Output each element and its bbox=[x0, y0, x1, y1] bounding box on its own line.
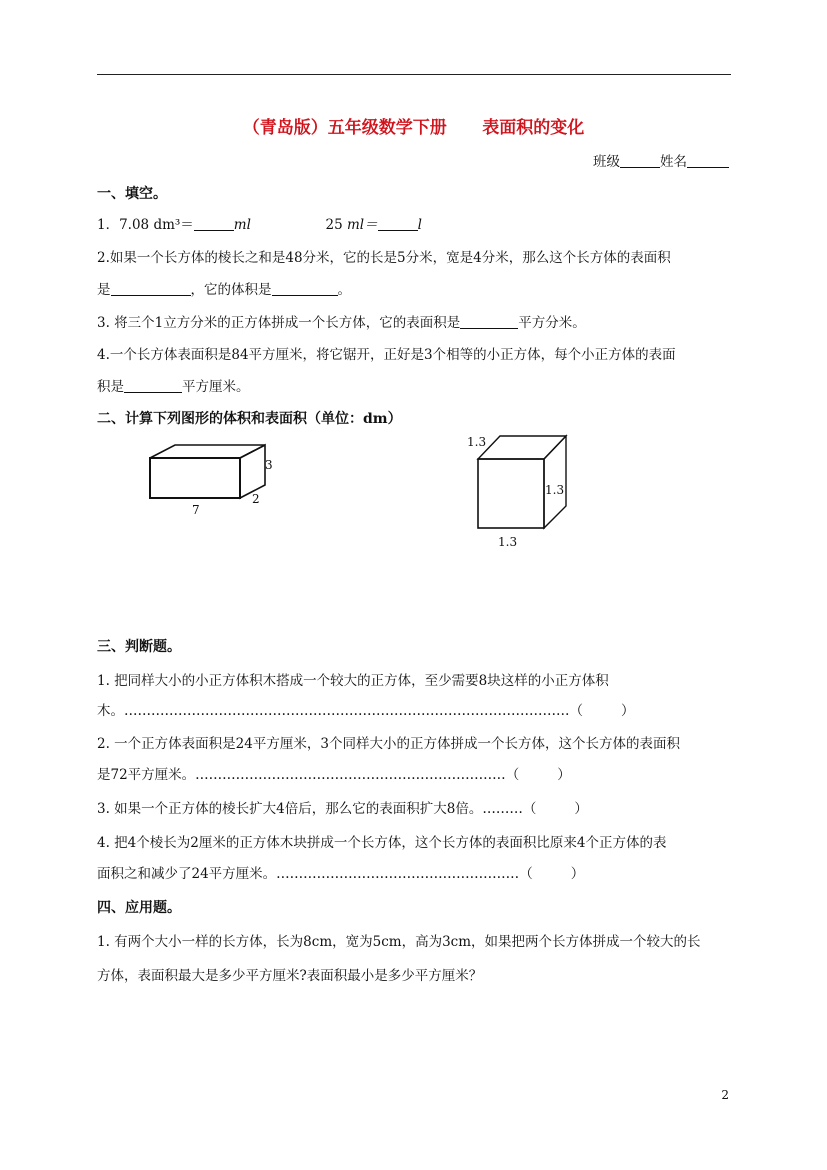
judge-q1-line1: 1. 把同样大小的小正方体积木搭成一个较大的正方体，至少需要8块这样的小正方体积 bbox=[97, 673, 609, 689]
worksheet-title: （青岛版）五年级数学下册 表面积的变化 bbox=[242, 118, 585, 138]
fill-q2-line2 bbox=[97, 280, 351, 300]
judge-q3-paren-open: （ bbox=[522, 801, 537, 817]
cuboid-height-label: 3 bbox=[265, 458, 273, 472]
cuboid-width-label: 2 bbox=[252, 492, 260, 506]
fill-q3-text-b: 平方分米。 bbox=[518, 315, 586, 331]
judge-q4-text: 面积之和减少了24平方厘米。……………………………………………… bbox=[97, 866, 520, 882]
section2-heading: 二、计算下列图形的体积和表面积（单位：dm） bbox=[97, 411, 402, 427]
judge-q1-paren-open: （ bbox=[569, 703, 583, 719]
cuboid-figure bbox=[140, 440, 290, 520]
judge-q2-line2 bbox=[97, 765, 571, 785]
fill-q2-text-b: ，它的体积是 bbox=[190, 282, 272, 298]
fill-q3-text-a: 3. 将三个1立方分米的正方体拼成一个长方体，它的表面积是 bbox=[97, 315, 461, 331]
cube-figure bbox=[466, 434, 576, 549]
fill-q1-unit-b: ml＝ bbox=[347, 217, 378, 233]
fill-q4-blank[interactable] bbox=[124, 378, 182, 393]
fill-q2-blank-a[interactable] bbox=[111, 281, 191, 296]
judge-q2-paren-close: ） bbox=[557, 767, 571, 783]
judge-q2-line1: 2. 一个正方体表面积是24平方厘米，3个同样大小的正方体拼成一个长方体，这个长方体的表面积 bbox=[97, 736, 680, 752]
cuboid-top-face bbox=[150, 445, 265, 458]
section1-heading: 一、填空。 bbox=[97, 186, 167, 202]
cube-front-face bbox=[478, 459, 544, 528]
judge-q3-line1 bbox=[97, 799, 588, 819]
fill-q3 bbox=[97, 313, 586, 333]
fill-q1-unit-c: l bbox=[417, 217, 422, 233]
fill-q4-line1: 4.一个长方体表面积是84平方厘米，将它锯开，正好是3个相等的小正方体，每个小正方体的表面 bbox=[97, 347, 676, 363]
judge-q1-paren-close: ） bbox=[621, 703, 635, 719]
judge-q4-line2 bbox=[97, 864, 584, 884]
fill-q1-unit-a: ml bbox=[233, 217, 251, 233]
judge-q4-line1: 4. 把4个棱长为2厘米的正方体木块拼成一个长方体，这个长方体的表面积比原来4个正方体的表 bbox=[97, 835, 667, 851]
judge-q2-text: 是72平方厘米。…………………………………………………………… bbox=[97, 767, 506, 783]
fill-q1-blank-b[interactable] bbox=[378, 216, 418, 231]
name-label: 姓名 bbox=[660, 154, 687, 170]
judge-q3-text: 3. 如果一个正方体的棱长扩大4倍后，那么它的表面积扩大8倍。……… bbox=[97, 801, 523, 817]
cuboid-length-label: 7 bbox=[192, 503, 200, 517]
class-blank[interactable] bbox=[620, 153, 660, 168]
fill-q1 bbox=[97, 215, 422, 235]
cube-side-label: 1.3 bbox=[545, 483, 565, 497]
section3-heading: 三、判断题。 bbox=[97, 639, 181, 655]
judge-q2-paren-open: （ bbox=[505, 767, 520, 783]
fill-q2-text-c: 。 bbox=[337, 282, 351, 298]
cuboid-front-face bbox=[150, 458, 240, 498]
header-rule bbox=[97, 74, 731, 75]
cube-top-label: 1.3 bbox=[467, 435, 487, 449]
fill-q2-blank-b[interactable] bbox=[272, 281, 338, 296]
cube-side-face bbox=[544, 436, 566, 528]
judge-q4-paren-open: （ bbox=[519, 866, 533, 882]
cuboid-side-face bbox=[240, 445, 265, 498]
name-blank[interactable] bbox=[687, 153, 729, 168]
judge-q4-paren-close: ） bbox=[570, 866, 585, 882]
fill-q1-part-a: 1．7.08 dm³＝ bbox=[97, 217, 194, 233]
class-label: 班级 bbox=[593, 154, 620, 170]
judge-q1-line2 bbox=[97, 701, 635, 721]
fill-q1-blank-a[interactable] bbox=[194, 216, 234, 231]
fill-q2-text-a: 是 bbox=[97, 282, 111, 298]
page-number: 2 bbox=[721, 1088, 729, 1102]
applied-q1-line2: 方体，表面积最大是多少平方厘米?表面积最小是多少平方厘米？ bbox=[97, 968, 483, 984]
cube-top-face bbox=[478, 436, 566, 459]
student-info bbox=[593, 150, 729, 170]
applied-q1-line1: 1. 有两个大小一样的长方体，长为8cm，宽为5cm，高为3cm，如果把两个长方体拼成一个较大的长 bbox=[97, 934, 701, 950]
fill-q4-line2 bbox=[97, 377, 250, 397]
judge-q1-text: 木。……………………………………………………………………………………… bbox=[97, 703, 570, 719]
section4-heading: 四、应用题。 bbox=[97, 900, 181, 916]
cube-bottom-label: 1.3 bbox=[498, 535, 518, 549]
fill-q4-text-b: 平方厘米。 bbox=[182, 379, 250, 395]
fill-q2-line1: 2.如果一个长方体的棱长之和是48分米，它的长是5分米，宽是4分米，那么这个长方体的表面积 bbox=[97, 250, 671, 266]
fill-q1-part-b: 25 bbox=[325, 217, 343, 233]
fill-q4-text-a: 积是 bbox=[97, 379, 124, 395]
fill-q3-blank[interactable] bbox=[460, 314, 518, 329]
judge-q3-paren-close: ） bbox=[574, 801, 588, 817]
